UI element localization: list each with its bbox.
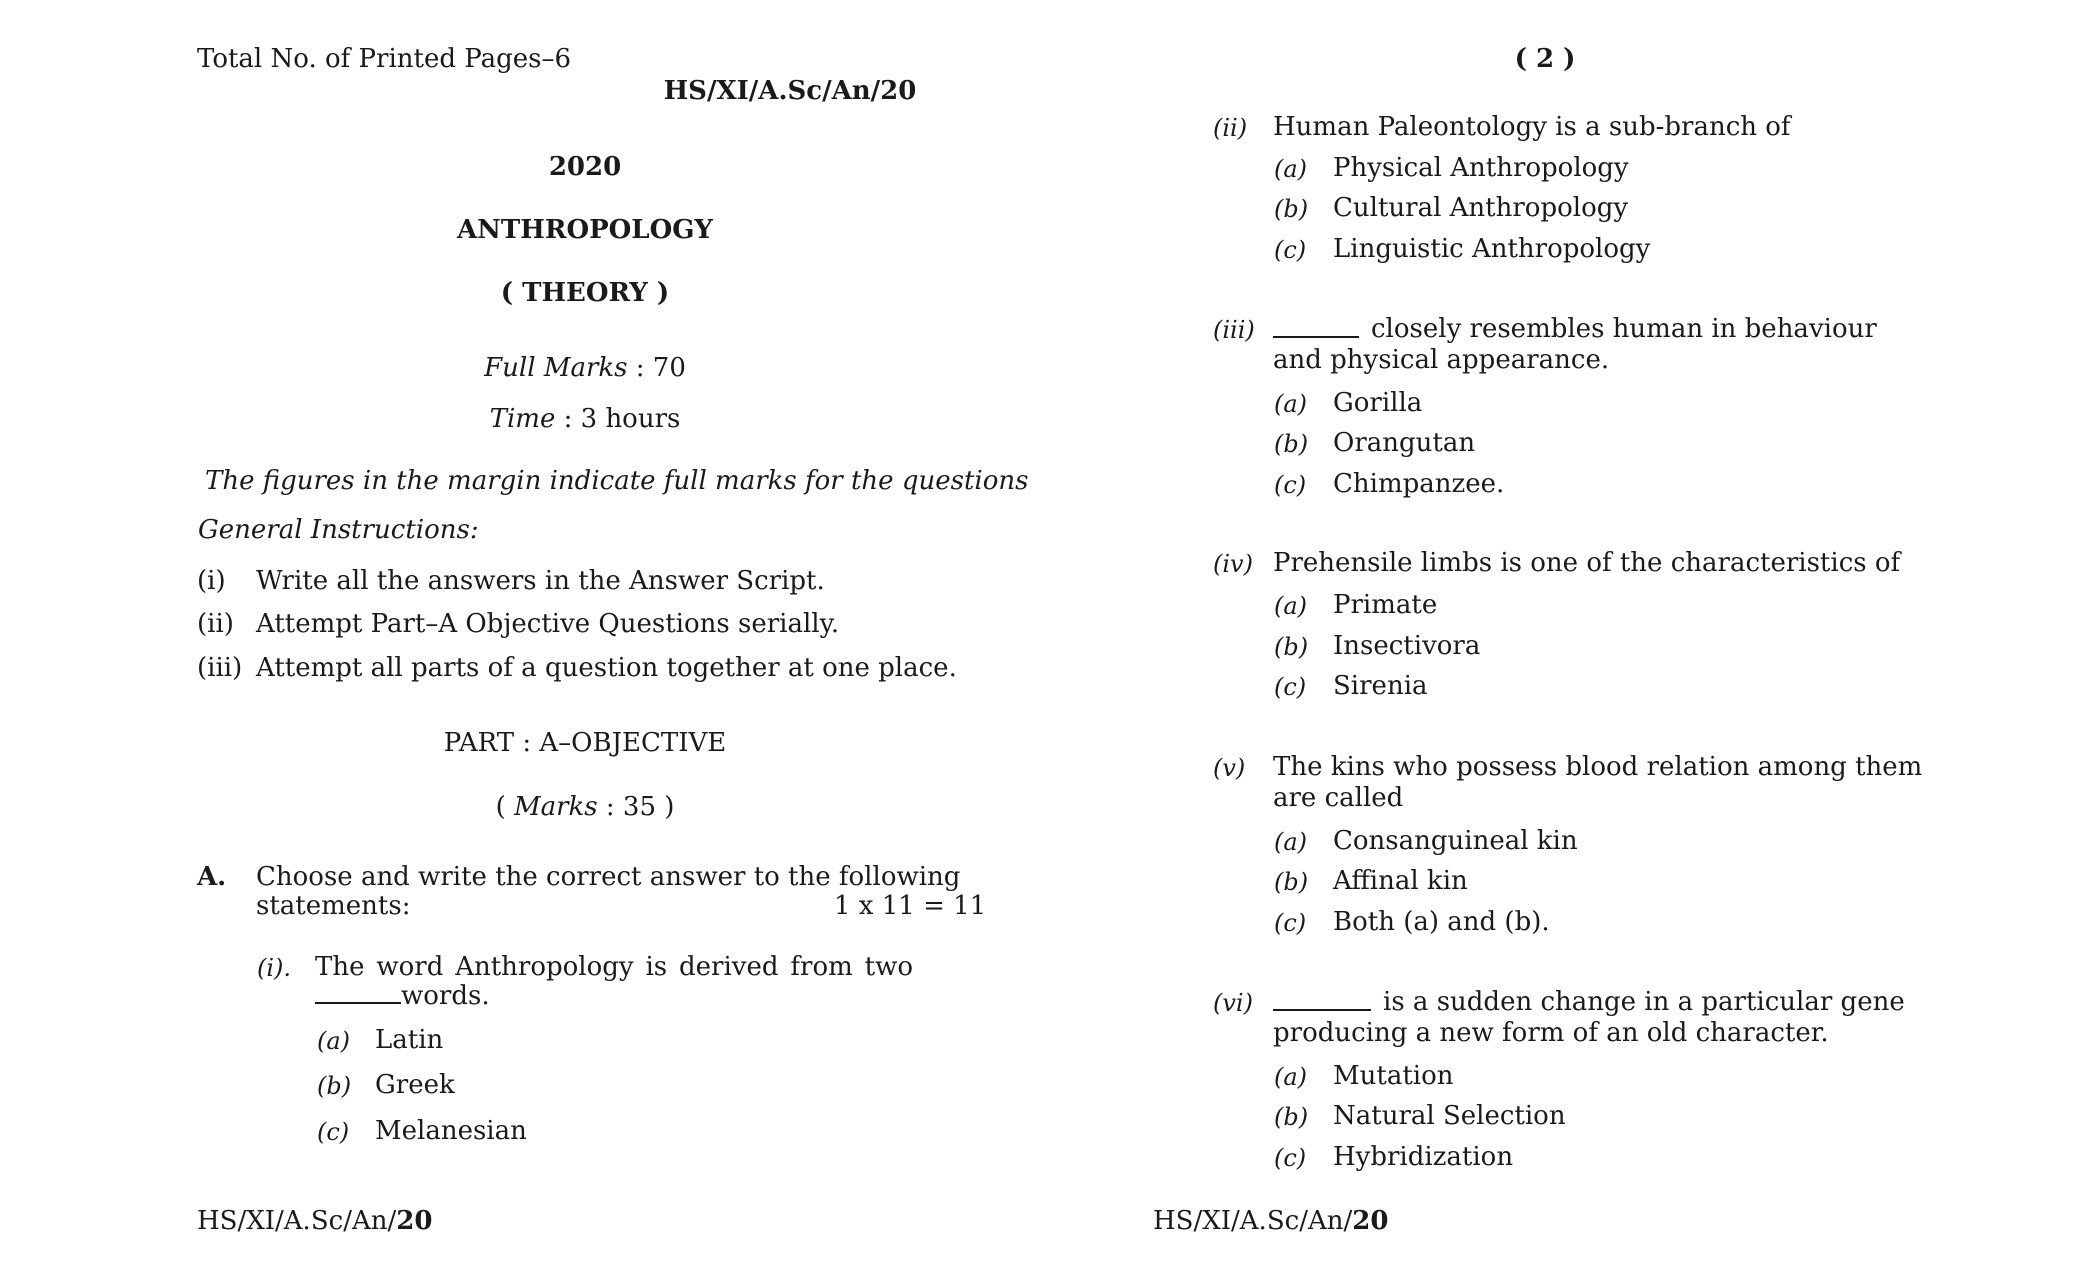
question-text-line2: producing a new form of an old character. — [1273, 1018, 1829, 1048]
footer-code-prefix: HS/XI/A.Sc/An/ — [1153, 1206, 1353, 1236]
option-text: Affinal kin — [1333, 866, 1468, 896]
option-label: (c) — [317, 1118, 350, 1146]
part-title: PART : A–OBJECTIVE — [443, 728, 727, 758]
option-label: (a) — [1274, 828, 1308, 856]
option-text: Natural Selection — [1333, 1101, 1566, 1131]
option-text: Primate — [1333, 590, 1438, 620]
paper-code: HS/XI/A.Sc/An/20 — [663, 76, 917, 106]
option-label: (b) — [1274, 1103, 1309, 1131]
option-label: (a) — [317, 1027, 351, 1055]
question-text: Human Paleontology is a sub-branch of — [1273, 112, 1791, 142]
paper-type: ( THEORY ) — [500, 278, 670, 308]
instruction-text: Write all the answers in the Answer Script. — [256, 566, 825, 596]
question-text-line1: The kins who possess blood relation among them — [1273, 752, 1923, 782]
question-text: Prehensile limbs is one of the characteristics of — [1273, 548, 1901, 578]
total-pages-note: Total No. of Printed Pages–6 — [197, 44, 571, 74]
option-label: (c) — [1274, 673, 1307, 701]
part-marks-label: Marks — [513, 792, 598, 822]
instruction-number: (ii) — [197, 609, 234, 639]
question-number: (iv) — [1213, 550, 1253, 578]
question-text-line1 — [1273, 314, 1877, 344]
question-text-line1 — [1273, 987, 1905, 1017]
question-text-line2 — [315, 980, 490, 1011]
question-number: (vi) — [1213, 989, 1253, 1017]
part-marks-value: : 35 ) — [605, 792, 675, 822]
answer-blank — [1273, 987, 1371, 1011]
option-text: Sirenia — [1333, 671, 1428, 701]
option-label: (a) — [1274, 1063, 1308, 1091]
option-text: Linguistic Anthropology — [1333, 234, 1651, 264]
option-label: (a) — [1274, 390, 1308, 418]
answer-blank — [315, 980, 401, 1004]
time-label: Time — [489, 404, 556, 434]
question-text-line1: The word Anthropology is derived from two — [315, 952, 913, 982]
answer-blank — [1273, 314, 1359, 338]
option-text: Mutation — [1333, 1061, 1454, 1091]
instruction-number: (i) — [197, 566, 226, 596]
instruction-text: Attempt all parts of a question together at one place. — [256, 653, 957, 683]
subject-title: ANTHROPOLOGY — [456, 215, 713, 245]
option-label: (c) — [1274, 1144, 1307, 1172]
option-text: Insectivora — [1333, 631, 1481, 661]
option-text: Gorilla — [1333, 388, 1423, 418]
question-text-tail: is a sudden change in a particular gene — [1383, 987, 1905, 1017]
left-footer-code — [197, 1206, 432, 1236]
option-text: Physical Anthropology — [1333, 153, 1629, 183]
instruction-text: Attempt Part–A Objective Questions serially. — [256, 609, 840, 639]
option-label: (b) — [1274, 868, 1309, 896]
part-marks — [385, 792, 785, 822]
option-label: (a) — [1274, 155, 1308, 183]
question-number: (v) — [1213, 754, 1246, 782]
option-label: (b) — [1274, 633, 1309, 661]
full-marks-value: : 70 — [635, 353, 686, 383]
option-text: Chimpanzee. — [1333, 469, 1505, 499]
option-label: (c) — [1274, 236, 1307, 264]
option-label: (b) — [317, 1072, 352, 1100]
question-text-tail: words. — [401, 981, 490, 1011]
option-text: Greek — [375, 1070, 455, 1100]
option-text: Consanguineal kin — [1333, 826, 1578, 856]
question-number: (ii) — [1213, 114, 1248, 142]
option-label: (c) — [1274, 909, 1307, 937]
time-value: : 3 hours — [563, 404, 681, 434]
question-text-line2: are called — [1273, 783, 1404, 813]
section-instruction-line2: statements: — [256, 891, 411, 921]
option-label: (b) — [1274, 195, 1309, 223]
option-label: (b) — [1274, 430, 1309, 458]
footer-code-suffix: 20 — [1352, 1206, 1389, 1236]
right-footer-code — [1153, 1206, 1388, 1236]
option-text: Both (a) and (b). — [1333, 907, 1550, 937]
option-text: Cultural Anthropology — [1333, 193, 1629, 223]
option-text: Hybridization — [1333, 1142, 1514, 1172]
question-text-tail: closely resembles human in behaviour — [1371, 314, 1877, 344]
full-marks-label: Full Marks — [484, 353, 628, 383]
option-label: (c) — [1274, 471, 1307, 499]
exam-time — [385, 404, 785, 434]
footer-code-suffix: 20 — [396, 1206, 433, 1236]
option-label: (a) — [1274, 592, 1308, 620]
footer-code-prefix: HS/XI/A.Sc/An/ — [197, 1206, 397, 1236]
section-marks: 1 x 11 = 11 — [834, 891, 987, 921]
option-text: Melanesian — [375, 1116, 527, 1146]
full-marks — [385, 353, 785, 383]
section-letter: A. — [197, 862, 227, 892]
section-instruction-line1: Choose and write the correct answer to the following — [256, 862, 961, 892]
question-number: (iii) — [1213, 316, 1255, 344]
question-number: (i). — [257, 954, 292, 982]
part-marks-open: ( — [495, 792, 506, 822]
margin-note: The figures in the margin indicate full marks for the questions — [205, 466, 1029, 496]
option-text: Orangutan — [1333, 428, 1476, 458]
instructions-heading: General Instructions: — [198, 515, 479, 545]
question-text-line2: and physical appearance. — [1273, 345, 1610, 375]
exam-year: 2020 — [548, 152, 622, 182]
instruction-number: (iii) — [197, 653, 243, 683]
page-number: ( 2 ) — [1514, 44, 1576, 74]
option-text: Latin — [375, 1025, 444, 1055]
